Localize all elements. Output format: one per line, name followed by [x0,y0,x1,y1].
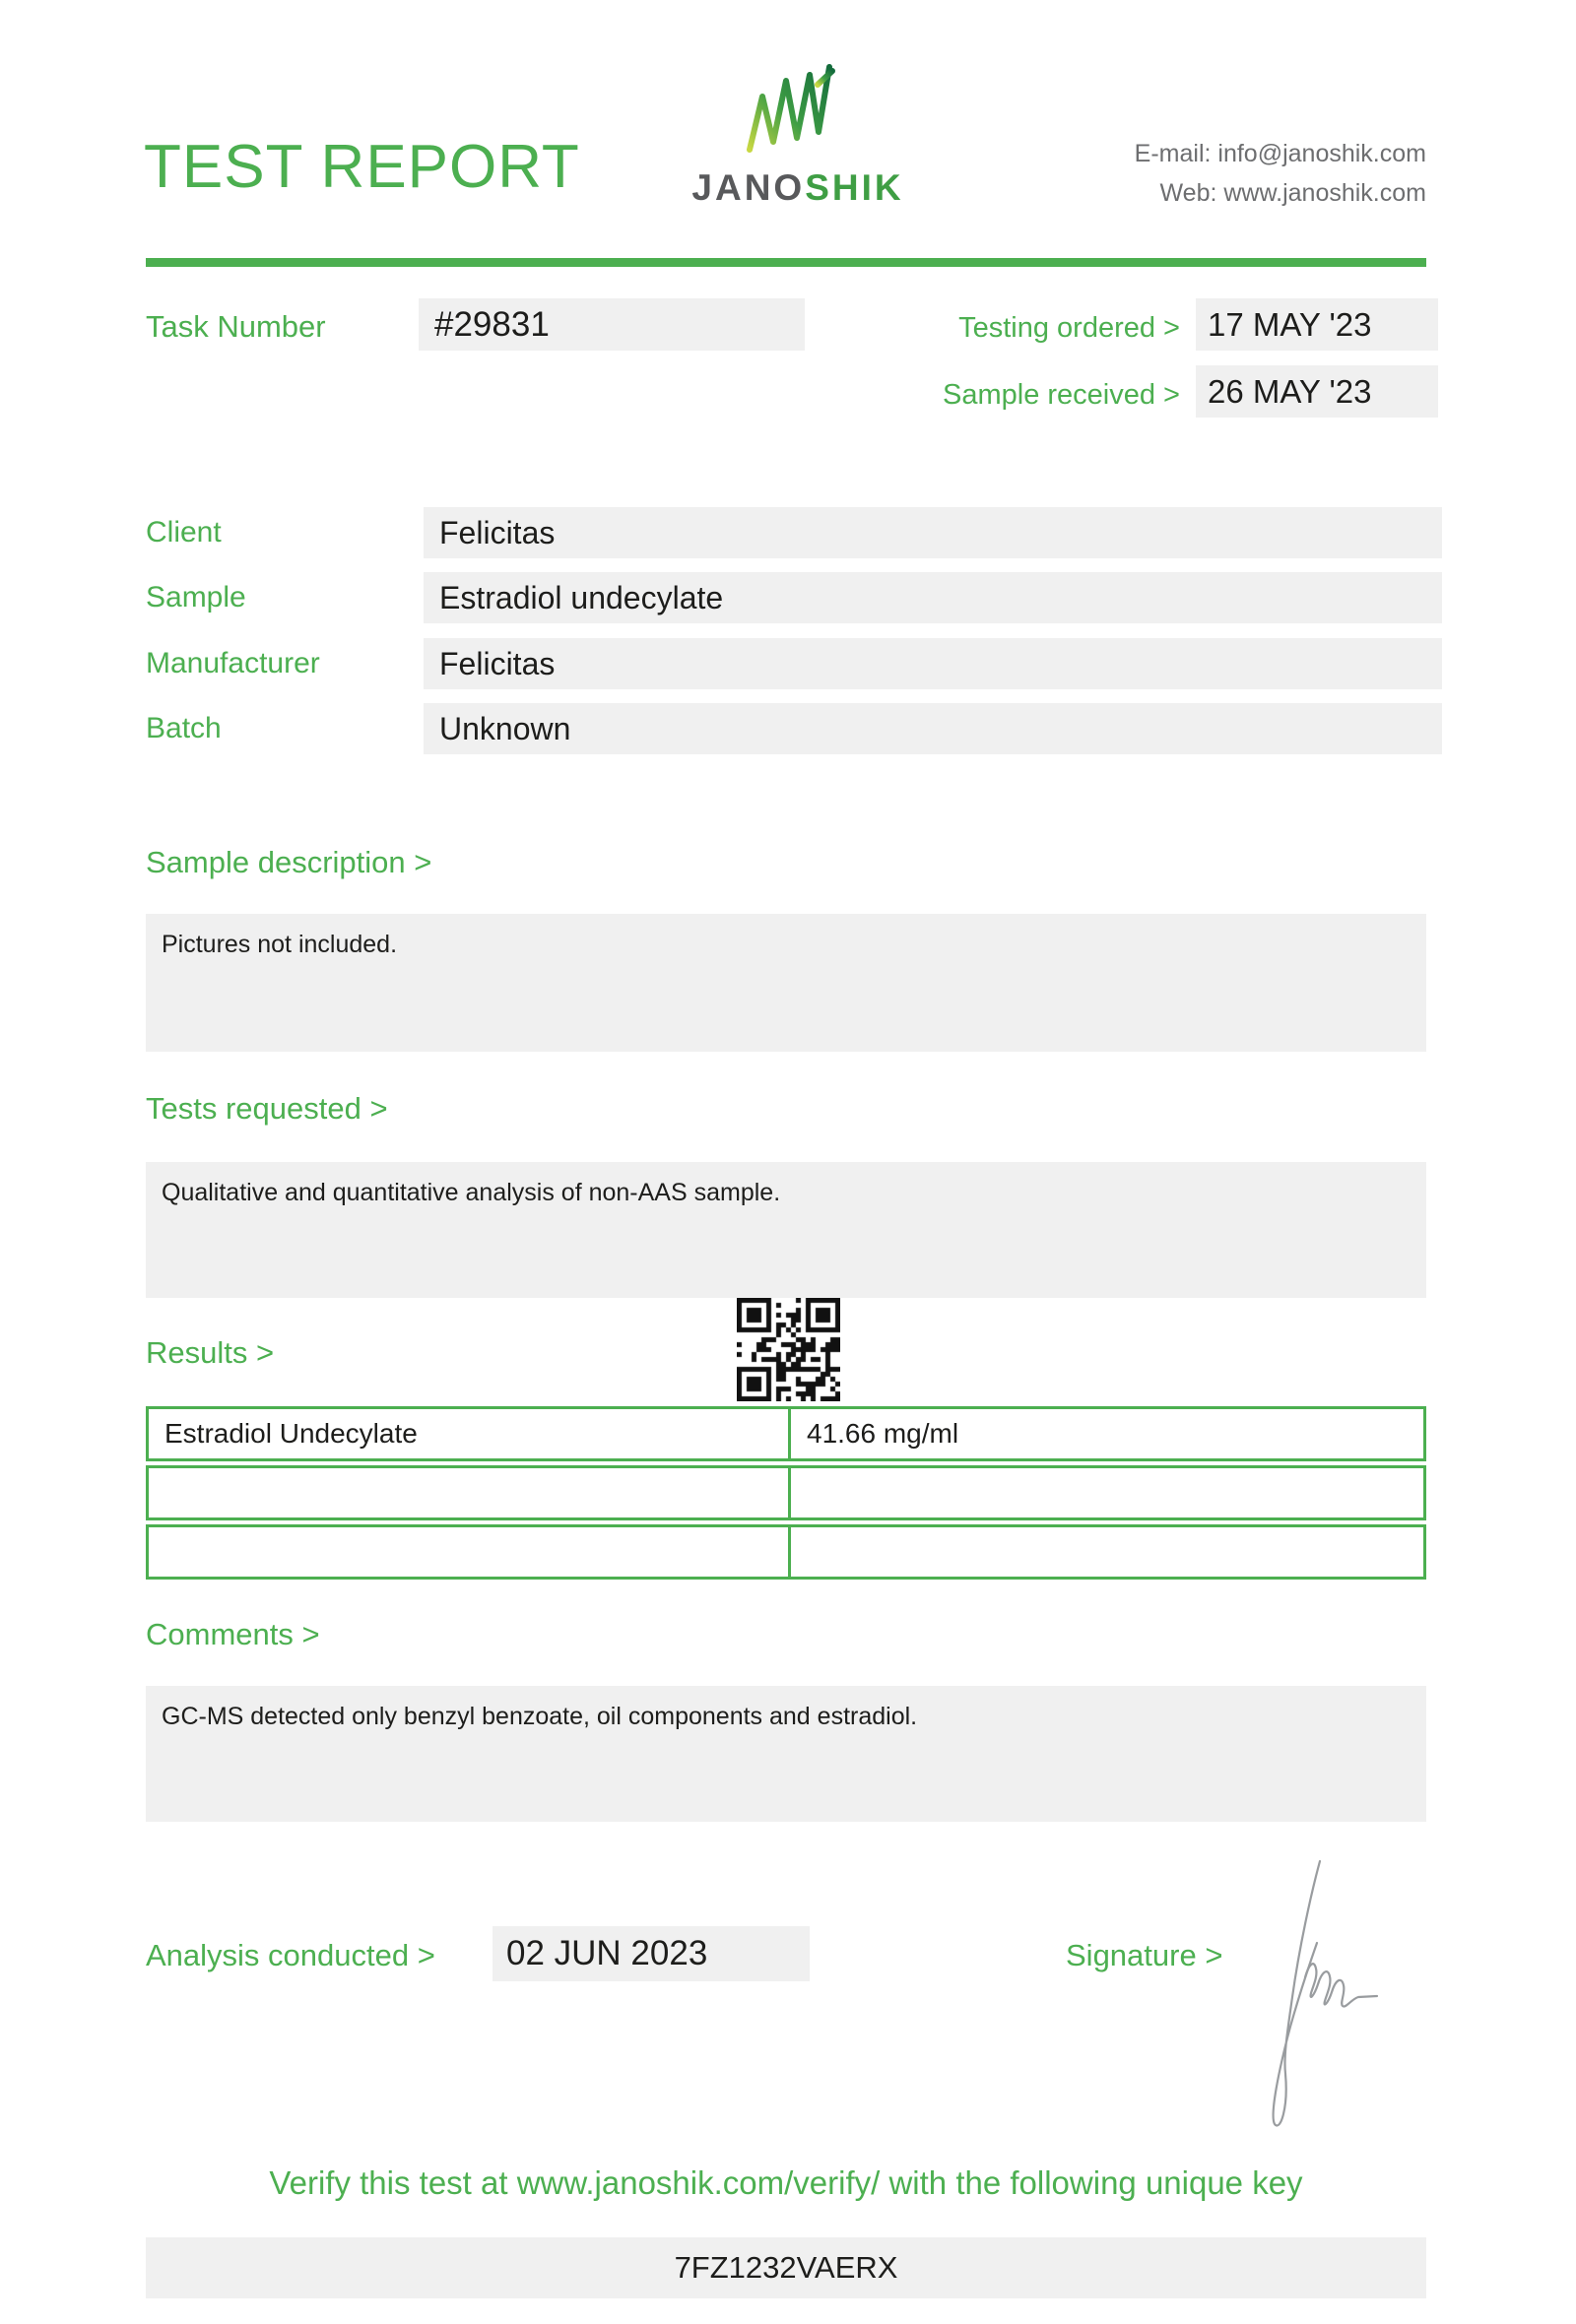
testing-ordered-value: 17 MAY '23 [1196,298,1438,351]
result-value: 41.66 mg/ml [807,1418,959,1449]
verify-key: 7FZ1232VAERX [146,2237,1426,2298]
manufacturer-value: Felicitas [424,638,1442,689]
results-table [146,1406,1426,1583]
sample-label: Sample [146,581,246,613]
tests-requested-text: Qualitative and quantitative analysis of non-AAS sample. [162,1179,781,1206]
result-analyte [149,1468,791,1517]
result-value [791,1527,1423,1577]
sample-description-box [146,914,1426,1052]
sample-received-label: Sample received > [943,379,1180,411]
logo-chart-icon [745,59,835,158]
sample-description-text: Pictures not included. [162,931,398,958]
page-title: TEST REPORT [144,133,580,201]
client-value: Felicitas [424,507,1442,558]
testing-ordered-label: Testing ordered > [958,312,1180,344]
analysis-conducted-value: 02 JUN 2023 [492,1926,810,1981]
batch-value: Unknown [424,703,1442,754]
tests-requested-heading: Tests requested > [146,1091,388,1126]
comments-heading: Comments > [146,1617,320,1651]
sample-received-value: 26 MAY '23 [1196,365,1438,418]
verify-instruction: Verify this test at www.janoshik.com/verify/ with the following unique key [269,2164,1303,2201]
header-divider [146,258,1426,267]
qr-code [737,1298,840,1401]
task-number-label: Task Number [146,309,326,344]
comments-text: GC-MS detected only benzyl benzoate, oil components and estradiol. [162,1703,918,1730]
table-row [146,1524,1426,1580]
batch-label: Batch [146,712,222,744]
results-heading: Results > [146,1335,275,1370]
comments-box [146,1686,1426,1822]
tests-requested-box [146,1162,1426,1298]
result-value [791,1468,1423,1517]
manufacturer-label: Manufacturer [146,647,320,679]
result-analyte: Estradiol Undecylate [149,1409,791,1458]
sample-description-heading: Sample description > [146,845,432,879]
sample-value: Estradiol undecylate [424,572,1442,623]
signature-label: Signature > [1066,1938,1223,1972]
task-number-value: #29831 [419,298,805,351]
client-label: Client [146,516,222,549]
brand-wordmark [680,167,916,209]
contact-email: E-mail: info@janoshik.com [1134,140,1426,167]
table-row [146,1465,1426,1520]
brand-shik: SHIK [805,167,904,208]
signature-image [1266,1849,1394,2145]
table-row [146,1406,1426,1461]
contact-block [1135,134,1426,213]
result-analyte [149,1527,791,1577]
brand-jano: JANO [691,167,806,208]
contact-web: Web: www.janoshik.com [1159,179,1426,207]
analysis-conducted-label: Analysis conducted > [146,1938,435,1972]
